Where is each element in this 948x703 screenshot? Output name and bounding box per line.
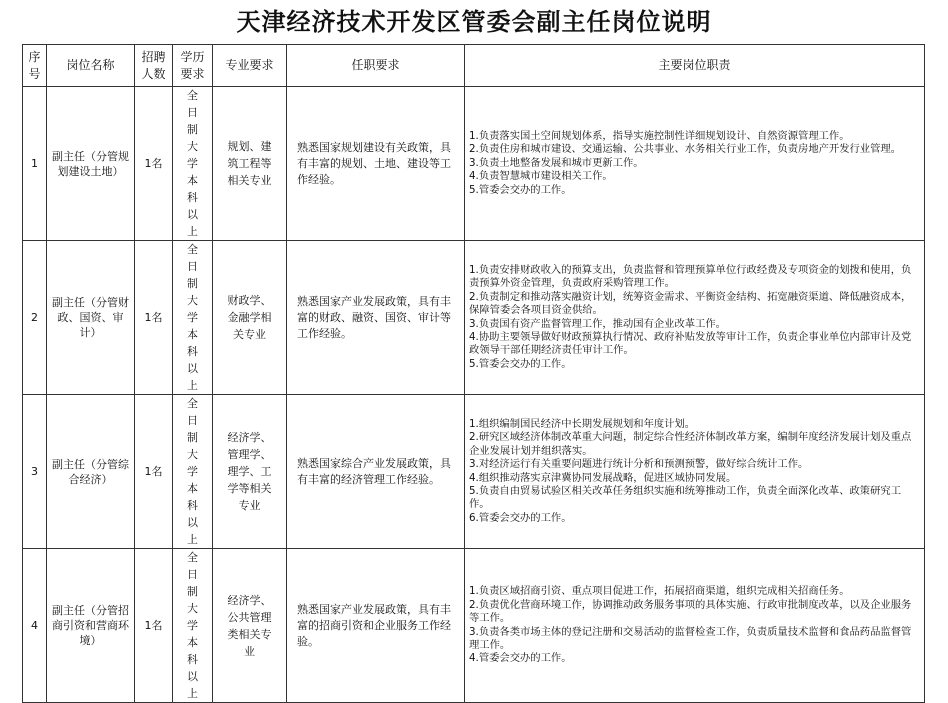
row-major: 财政学、金融学相关专业 xyxy=(213,241,287,395)
row-quota: 1名 xyxy=(135,395,173,549)
duty-item: 3.负责国有资产监督管理工作，推动国有企业改革工作。 xyxy=(469,317,726,330)
row-qualification: 熟悉国家规划建设有关政策，具有丰富的规划、土地、建设等工作经验。 xyxy=(287,87,465,241)
row-qualification: 熟悉国家综合产业发展政策，具有丰富的经济管理工作经验。 xyxy=(287,395,465,549)
row-quota: 1名 xyxy=(135,241,173,395)
duty-item: 5.负责自由贸易试验区相关改革任务组织实施和统筹推动工作，负责全面深化改革、政策研究工作。 xyxy=(469,484,901,511)
duty-item: 1.负责区域招商引资、重点项目促进工作，拓展招商渠道，组织完成相关招商任务。 xyxy=(469,585,850,598)
row-quota: 1名 xyxy=(135,549,173,703)
table-row xyxy=(23,395,925,549)
row-seq: 4 xyxy=(23,549,47,703)
row-education: 全日制大学本科以上 xyxy=(173,241,213,395)
table-row xyxy=(23,241,925,395)
header-qualification: 任职要求 xyxy=(287,45,465,87)
duty-item: 3.对经济运行有关重要问题进行统计分析和预测预警，做好综合统计工作。 xyxy=(469,458,809,471)
duty-item: 4.负责智慧城市建设相关工作。 xyxy=(469,170,613,183)
header-quota: 招聘人数 xyxy=(135,45,173,87)
row-duties xyxy=(465,549,925,703)
row-position: 副主任（分管财政、国资、审计） xyxy=(47,241,135,395)
row-position: 副主任（分管规划建设土地） xyxy=(47,87,135,241)
row-education: 全日制大学本科以上 xyxy=(173,549,213,703)
duty-item: 5.管委会交办的工作。 xyxy=(469,357,572,370)
duty-item: 1.负责安排财政收入的预算支出，负责监督和管理预算单位行政经费及专项资金的划拨和使用，负责预算外资金管理，负责政府采购管理工作。 xyxy=(469,263,912,290)
duty-item: 5.管委会交办的工作。 xyxy=(469,183,572,196)
row-major: 规划、建筑工程等相关专业 xyxy=(213,87,287,241)
header-education: 学历要求 xyxy=(173,45,213,87)
row-major: 经济学、公共管理类相关专业 xyxy=(213,549,287,703)
position-table xyxy=(22,44,925,703)
table-row xyxy=(23,87,925,241)
duty-item: 2.负责住房和城市建设、交通运输、公共事业、水务相关行业工作，负责房地产开发行业管理。 xyxy=(469,143,901,156)
header-duties: 主要岗位职责 xyxy=(465,45,925,87)
duty-item: 4.协助主要领导做好财政预算执行情况、政府补贴发放等审计工作，负责企事业单位内部审计及党政领导干部任期经济责任审计工作。 xyxy=(469,330,912,357)
row-qualification: 熟悉国家产业发展政策，具有丰富的财政、融资、国资、审计等工作经验。 xyxy=(287,241,465,395)
row-quota: 1名 xyxy=(135,87,173,241)
row-education: 全日制大学本科以上 xyxy=(173,395,213,549)
duty-item: 1.组织编制国民经济中长期发展规划和年度计划。 xyxy=(469,417,696,430)
duty-item: 2.研究区域经济体制改革重大问题，制定综合性经济体制改革方案，编制年度经济发展计划及重点企业发展计划并组织落实。 xyxy=(469,431,912,457)
row-qualification: 熟悉国家产业发展政策，具有丰富的招商引资和企业服务工作经验。 xyxy=(287,549,465,703)
duty-item: 1.负责落实国土空间规划体系，指导实施控制性详细规划设计、自然资源管理工作。 xyxy=(469,129,850,142)
duty-item: 2.负责优化营商环境工作，协调推动政务服务事项的具体实施、行政审批制度改革，以及企业服务等工作。 xyxy=(469,598,912,625)
row-seq: 1 xyxy=(23,87,47,241)
duty-item: 4.管委会交办的工作。 xyxy=(469,652,572,665)
header-position: 岗位名称 xyxy=(47,45,135,87)
document-title: 天津经济技术开发区管委会副主任岗位说明 xyxy=(236,8,712,36)
row-education: 全日制大学本科以上 xyxy=(173,87,213,241)
row-position: 副主任（分管招商引资和营商环境） xyxy=(47,549,135,703)
duty-item: 6.管委会交办的工作。 xyxy=(469,511,572,524)
table-row xyxy=(23,549,925,703)
row-duties xyxy=(465,395,925,549)
duty-item: 4.组织推动落实京津冀协同发展战略，促进区域协同发展。 xyxy=(469,471,737,484)
header-seq: 序号 xyxy=(23,45,47,87)
row-duties xyxy=(465,241,925,395)
row-seq: 3 xyxy=(23,395,47,549)
row-major: 经济学、管理学、理学、工学等相关专业 xyxy=(213,395,287,549)
duty-item: 3.负责土地整备发展和城市更新工作。 xyxy=(469,156,644,169)
duty-item: 2.负责制定和推动落实融资计划，统筹资金需求、平衡资金结构、拓宽融资渠道、降低融资成本，保障管委会各项目资金供给。 xyxy=(469,290,912,317)
header-row xyxy=(23,45,925,87)
duty-item: 3.负责各类市场主体的登记注册和交易活动的监督检查工作，负责质量技术监督和食品药品监督管理工作。 xyxy=(469,625,912,651)
row-duties xyxy=(465,87,925,241)
header-major: 专业要求 xyxy=(213,45,287,87)
row-seq: 2 xyxy=(23,241,47,395)
row-position: 副主任（分管综合经济） xyxy=(47,395,135,549)
